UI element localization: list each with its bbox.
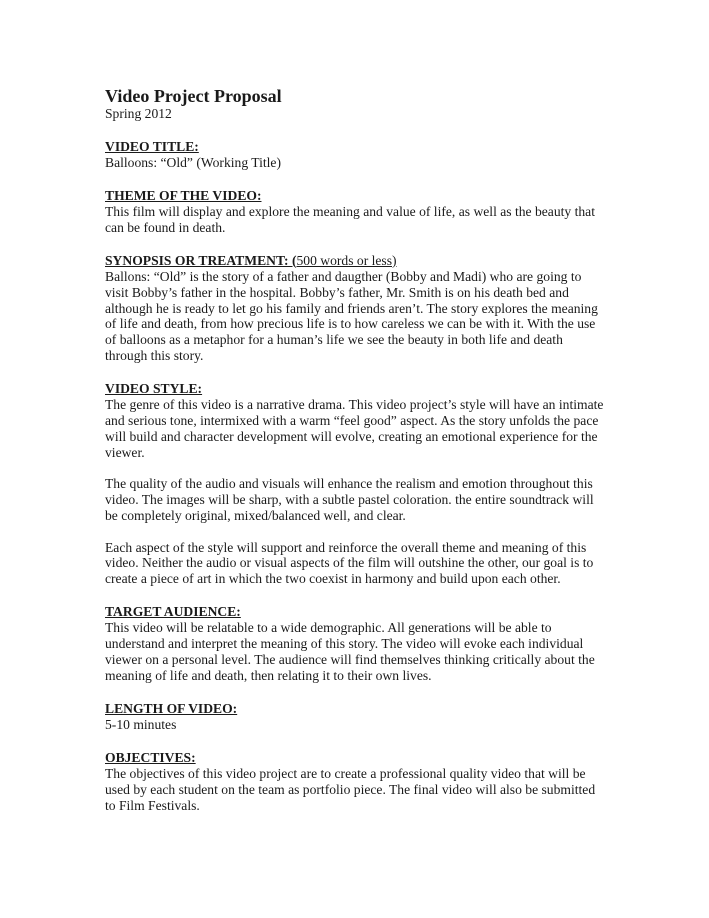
word-limit-note: 500 words or less)	[296, 252, 397, 268]
section-heading: VIDEO TITLE:	[105, 139, 199, 154]
section-theme	[105, 188, 605, 236]
document-title: Video Project Proposal	[105, 86, 282, 106]
section-heading: SYNOPSIS OR TREATMENT: (	[105, 252, 297, 268]
section-heading: OBJECTIVES:	[105, 749, 196, 765]
section-body: This video will be relatable to a wide demographic. All generations will be able to understand and interpret the meaning of this story. The video will evoke each individual viewer on a personal level. The audience will find themselves thinking critically about the meaning of life and death, then relating it to their own lives.	[105, 620, 595, 683]
style-paragraph: The genre of this video is a narrative drama. This video project’s style will have an intimate and serious tone, intermixed with a warm “feel good” aspect. As the story unfolds the pace will build and character development will evolve, creating an emotional experience for the viewer.	[105, 397, 604, 460]
document-subtitle: Spring 2012	[105, 106, 172, 121]
section-heading: TARGET AUDIENCE:	[105, 604, 241, 620]
section-length	[105, 701, 605, 733]
section-heading: LENGTH OF VIDEO:	[105, 700, 238, 716]
section-video-style	[105, 381, 605, 587]
section-body: Balloons: “Old” (Working Title)	[105, 155, 281, 170]
section-heading: THEME OF THE VIDEO:	[105, 187, 262, 203]
section-body: The objectives of this video project are to create a professional quality video that will be used by each student on the team as portfolio piece. The final video will also be submitted to Film Festivals.	[105, 765, 596, 813]
section-video-title	[105, 139, 605, 171]
section-heading: VIDEO STYLE:	[105, 381, 203, 397]
section-body: Ballons: “Old” is the story of a father and daugther (Bobby and Madi) who are going to visit Bobby’s father in the hospital. Bobby’s father, Mr. Smith is on his death bed and although he is ready to let go his family and friends aren’t. The story explores the meaning of life and death, from how precious life is to how careless we can be with it. With the use of balloons as a metaphor for a human’s life we see the beauty in both life and death through this story.	[105, 268, 598, 364]
style-paragraph: The quality of the audio and visuals will enhance the realism and emotion throughout this video. The images will be sharp, with a subtle pastel coloration. the entire soundtrack will be completely original, mixed/balanced well, and clear.	[105, 476, 594, 524]
section-body: This film will display and explore the meaning and value of life, as well as the beauty that can be found in death.	[105, 203, 595, 235]
section-heading-line	[105, 253, 605, 269]
section-target-audience	[105, 604, 605, 684]
section-synopsis	[105, 253, 605, 364]
style-paragraph: Each aspect of the style will support and reinforce the overall theme and meaning of this video. Neither the audio or visual aspects of the film will outshine the other, our goal is to create a piece of art in which the two coexist in harmony and build upon each other.	[105, 539, 594, 587]
document-page	[105, 86, 605, 813]
section-objectives	[105, 750, 605, 814]
section-body: 5-10 minutes	[105, 716, 177, 732]
